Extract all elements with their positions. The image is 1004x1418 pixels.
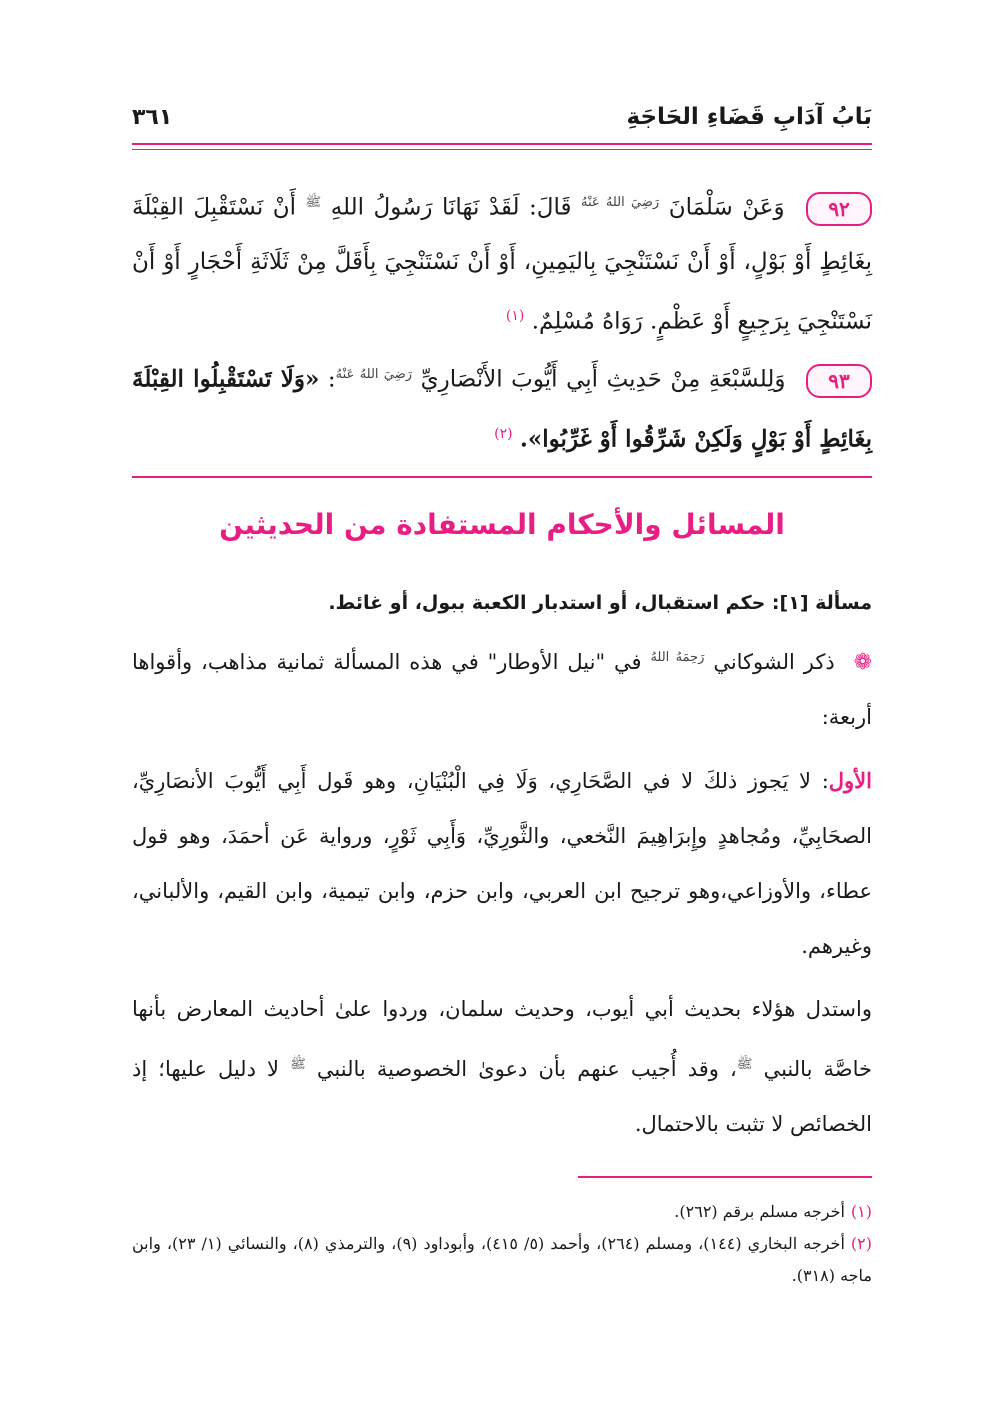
hadith-block: [132, 176, 872, 467]
hadith-text: أَنْ نَسْتَقْبِلَ القِبْلَةَ بِغَائِطٍ أَوْ بَوْلٍ، أَوْ أَنْ نَسْتَنْجِيَ بِاليَمِينِ، أَوْ أَنْ نَسْتَنْجِيَ بِأَقَلَّ مِنْ ثَلَاثَةِ أَحْجَارٍ أَوْ أَنْ نَسْتَنْجِيَ بِرَجِيعٍ أَوْ عَظْمٍ. رَوَاهُ مُسْلِمٌ.: [132, 194, 872, 335]
paragraph-text: لا دليل عليها؛ إذ الخصائص لا تثبت بالاحتمال.: [132, 1057, 872, 1136]
footnote-ref[interactable]: (١): [505, 307, 525, 324]
header-rule: [132, 143, 872, 145]
hadith-93: [132, 348, 872, 466]
paragraph-text: : لا يَجوز ذلكَ لا في الصَّحَارِي، وَلَا فِي الْبُنْيَانِ، وهو قَول أَبِي أَيُّوبَ الأنصَارِيِّ، الصحَابِيِّ، ومُجاهدٍ وإِبرَاهِيمَ النَّخعي، والثَّورِيِّ، وَأَبِي ثَوْرٍ، ورواية عَن أحمَدَ، وهو قول عطاء، والأوزاعي،وهو ترجيح ابن العربي، وابن حزم، وابن تيمية، وابن القيم، والألباني، وغيرهم.: [132, 769, 872, 958]
section-heading: المسائل والأحكام المستفادة من الحديثين: [219, 508, 785, 541]
footnote-rule: [578, 1176, 872, 1178]
honorific: ﷺ: [290, 1057, 306, 1072]
hadith-quote: «وَلَا تَسْتَقْبِلُوا القِبْلَةَ بِغَائِطٍ أَوْ بَوْلٍ وَلَكِنْ شَرِّقُوا أَوْ غَرِّبُوا».: [132, 365, 872, 453]
running-title: بَابُ آدَابِ قَضَاءِ الحَاجَةِ: [626, 104, 872, 130]
honorific: ﷺ: [736, 1057, 753, 1072]
paragraph-text: واستدل هؤلاء بحديث أبي أيوب، وحديث سلمان، وردوا علىٰ أحاديث المعارض بأنها خاصَّة بالنبي: [132, 997, 872, 1081]
paragraph-1: [132, 630, 872, 745]
hadith-number-badge: ٩٢: [806, 192, 872, 226]
opinion-label: الأول: [828, 768, 872, 793]
section-divider: [132, 476, 872, 478]
page-number: ٣٦١: [132, 105, 173, 130]
paragraph-text: ذكر الشوكاني: [713, 650, 835, 674]
honorific: رَحِمَهُ اللهُ: [650, 650, 705, 665]
flower-icon: ❁: [853, 650, 873, 675]
body-text: [132, 586, 872, 1160]
footnotes: [132, 1196, 872, 1292]
footnote-text: أخرجه مسلم برقم (٢٦٢).: [674, 1202, 845, 1221]
footnote-number: (١): [850, 1202, 872, 1221]
footnote-2: [132, 1228, 872, 1292]
hadith-text: وَعَنْ سَلْمَانَ: [668, 194, 785, 221]
issue-title: مسألة [١]: حكم استقبال، أو استدبار الكعبة ببول، أو غائط.: [328, 592, 872, 614]
paragraph-2: [132, 753, 872, 974]
footnote-number: (٢): [850, 1234, 872, 1253]
footnote-ref[interactable]: (٢): [494, 425, 513, 442]
hadith-number-badge: ٩٣: [806, 364, 872, 398]
paragraph-text: في "نيل الأوطار" في هذه المسألة ثمانية مذاهب، وأقواها أربعة:: [132, 650, 872, 729]
hadith-92: [132, 176, 872, 348]
honorific: رَضِيَ اللهُ عَنْهُ: [335, 367, 413, 383]
hadith-text: وَلِلسَّبْعَةِ مِنْ حَدِيثِ أَبِي أَيُّوبَ الأَنْصَارِيِّ: [420, 366, 786, 393]
paragraph-text: ، وقد أُجيب عنهم بأن دعوىٰ الخصوصية بالنبي: [316, 1057, 737, 1081]
honorific: ﷺ: [305, 195, 322, 210]
footnote-1: [132, 1196, 872, 1228]
footnote-text: أخرجه البخاري (١٤٤)، ومسلم (٢٦٤)، وأحمد (٥/ ٤١٥)، وأبوداود (٩)، والترمذي (٨)، والنسائي (١/ ٢٣)، وابن ماجه (٣١٨).: [132, 1234, 872, 1285]
honorific: رَضِيَ اللهُ عَنْهُ: [580, 195, 660, 210]
header-rule-thin: [132, 149, 872, 150]
page-header: [132, 104, 872, 130]
hadith-colon: :: [327, 366, 336, 393]
hadith-text: قَالَ: لَقَدْ نَهَانَا رَسُولُ اللهِ: [330, 194, 572, 221]
paragraph-3: [132, 982, 872, 1152]
